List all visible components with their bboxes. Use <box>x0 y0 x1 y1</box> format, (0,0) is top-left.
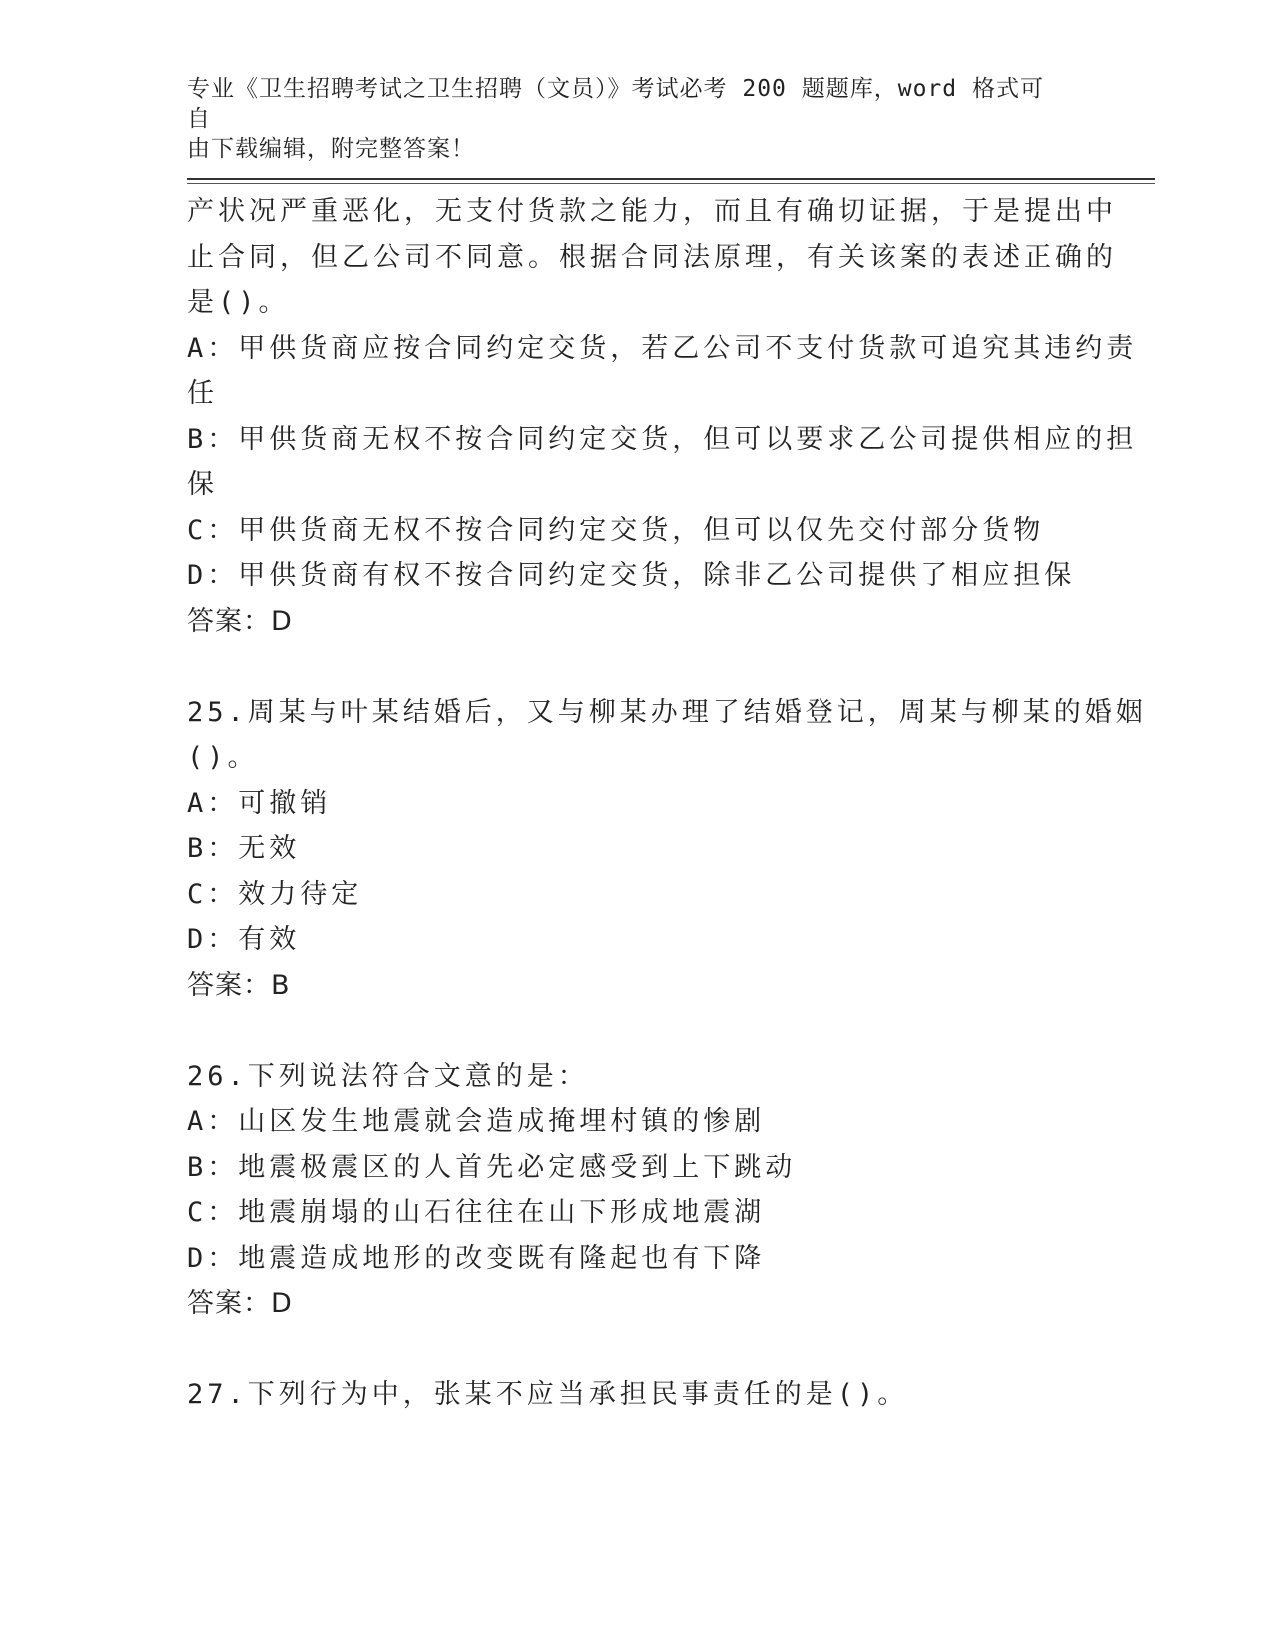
option-a-line: A：山区发生地震就会造成掩埋村镇的惨剧 <box>187 1106 766 1137</box>
answer-line: 答案：B <box>187 969 291 1001</box>
option-b-line: B：无效 <box>187 833 301 864</box>
header-divider-thick <box>187 178 1155 180</box>
header-divider-thin <box>187 183 1155 184</box>
question-stem-line: ()。 <box>187 742 259 773</box>
document-header <box>187 74 1067 164</box>
question-spacer <box>187 1327 1077 1373</box>
option-c-line: C：地震崩塌的山石往往在山下形成地震湖 <box>187 1197 766 1228</box>
option-a-line: A：甲供货商应按合同约定交货，若乙公司不支付货款可追究其违约责 <box>187 332 1138 364</box>
question-26 <box>187 1054 1077 1327</box>
question-stem-line: 止合同，但乙公司不同意。根据合同法原理，有关该案的表述正确的 <box>187 241 1117 273</box>
option-b-line: 保 <box>187 469 218 500</box>
question-spacer <box>187 644 1077 690</box>
question-stem-line: 产状况严重恶化，无支付货款之能力，而且有确切证据，于是提出中 <box>187 196 1117 227</box>
option-a-line: 任 <box>187 378 218 409</box>
option-a-line: A：可撤销 <box>187 787 332 819</box>
document-body <box>187 189 1147 1418</box>
question-spacer <box>187 1008 1077 1054</box>
question-stem-line: 是()。 <box>187 287 290 318</box>
header-line: 专业《卫生招聘考试之卫生招聘（文员）》考试必考 200 题题库，word 格式可自 <box>187 76 1044 132</box>
option-b-line: B：地震极震区的人首先必定感受到上下跳动 <box>187 1151 797 1183</box>
question-stem-line: 25.周某与叶某结婚后，又与柳某办理了结婚登记，周某与柳某的婚姻 <box>187 696 1147 728</box>
question-stem-line: 27.下列行为中，张某不应当承担民事责任的是()。 <box>187 1379 909 1410</box>
option-d-line: D：甲供货商有权不按合同约定交货，除非乙公司提供了相应担保 <box>187 560 1076 591</box>
question-27 <box>187 1372 1077 1418</box>
option-d-line: D：地震造成地形的改变既有隆起也有下降 <box>187 1242 766 1274</box>
header-line: 由下载编辑，附完整答案！ <box>187 136 475 162</box>
question-25 <box>187 690 1147 1009</box>
answer-line: 答案：D <box>187 1288 293 1319</box>
answer-line: 答案：D <box>187 605 293 637</box>
question-24-continued <box>187 189 1138 644</box>
question-stem-line: 26.下列说法符合文意的是： <box>187 1060 589 1092</box>
option-d-line: D：有效 <box>187 924 301 955</box>
option-b-line: B：甲供货商无权不按合同约定交货，但可以要求乙公司提供相应的担 <box>187 423 1138 455</box>
option-c-line: C：甲供货商无权不按合同约定交货，但可以仅先交付部分货物 <box>187 514 1045 546</box>
option-c-line: C：效力待定 <box>187 878 363 910</box>
